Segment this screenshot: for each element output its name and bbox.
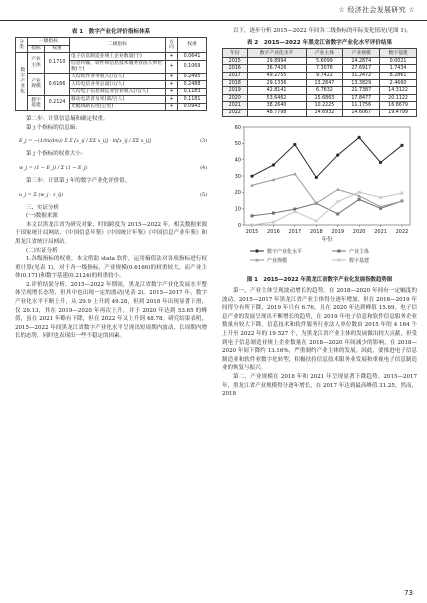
th-level1: 一级指标 [28, 38, 70, 46]
group-name: 数字基建 [28, 96, 45, 111]
formula-5 [19, 188, 207, 202]
data-point [358, 198, 361, 201]
th-indicator: 指标 [28, 45, 45, 53]
level2-weight: 0.1181 [178, 96, 207, 104]
value-cell: 49.2755 [247, 72, 306, 79]
series-line [252, 174, 402, 207]
journal-header [0, 0, 427, 21]
value-cell: 20.1122 [380, 94, 417, 101]
data-point [272, 212, 275, 215]
subsection-heading: (二)实证分析 [26, 247, 58, 254]
subsection-heading: (一)数据来源 [26, 213, 58, 220]
intro-paragraph: 以下，逐步分析 2015—2022 年间各二级指标的年际变化情况(见图 1)。 [233, 28, 412, 34]
value-cell: 14.6067 [343, 109, 380, 116]
weight-intro: 第 j 个指标的权重大小： [26, 151, 87, 158]
level2-name: 人均电子信息制造业营业收入(元/人) [70, 88, 166, 96]
line-chart [222, 121, 417, 273]
value-cell: 29.1336 [247, 80, 306, 87]
x-tick-label: 2021 [374, 228, 387, 235]
value-cell: 13.2847 [306, 80, 343, 87]
formula-4-number: (4) [200, 164, 207, 171]
x-tick-label: 2017 [288, 228, 302, 235]
y-tick-label: 30 [234, 173, 241, 180]
level2-name: 人均电信业务总量(元/人) [70, 81, 166, 89]
level2-name: 移动电话普及率(部/百人) [70, 96, 166, 104]
t2-header-cell: 年份 [223, 48, 248, 57]
group-weight: 0.6166 [45, 73, 70, 96]
t2-header-cell: 产业规模 [343, 48, 380, 57]
page-number: 73 [404, 589, 413, 597]
table-row [223, 109, 417, 116]
level2-dir: + [166, 103, 178, 111]
group-weight: 0.2124 [45, 96, 70, 111]
legend-label: 产业主体 [349, 248, 370, 255]
th-direction: 方向 [166, 38, 178, 53]
t2-header-cell: 数字产业化水平 [247, 48, 306, 57]
right-column [222, 27, 417, 399]
value-cell: 15.6863 [306, 94, 343, 101]
level2-name: 电子信息制造业规上企业数量(个) [70, 53, 166, 61]
value-cell: 13.3829 [343, 80, 380, 87]
x-tick-label: 2019 [331, 228, 345, 235]
indicator-table [15, 37, 207, 111]
year-cell: 2018 [223, 80, 248, 87]
x-tick-label: 2020 [352, 228, 366, 235]
formula-4-body: w_j = (1 − E_j) / Σ (1 − E_j) [19, 164, 88, 171]
level2-dir: + [166, 81, 178, 89]
value-cell: 29.8994 [247, 57, 306, 64]
value-cell: 10.2225 [306, 102, 343, 109]
value-cell: 9.7422 [306, 72, 343, 79]
table2-caption: 表 2 2015—2022 年黑龙江省数字产业化水平评价结果 [246, 39, 393, 46]
level2-name: 信息传输、软件和信息技术服务业法人单位数(个) [70, 60, 166, 73]
table-row [223, 94, 417, 101]
formula-5-number: (5) [200, 191, 207, 198]
data-point [315, 176, 318, 179]
table-row [223, 87, 417, 94]
value-cell: 5.6099 [306, 57, 343, 64]
level2-dir: + [166, 96, 178, 104]
level2-dir: + [166, 60, 178, 73]
results-paragraph: 2.评价结果分析。2015—2022 年期间，黑龙江省数字产业化发展水平整体呈现增长态势，但其中也出现一定的波动(见表 2)。2015—2017 年，数字产业化水平不断上升，从 29.9 上升到 49.28，但到 2018 年出现显著下滑，仅 29.13，其在 2019—2020 年再次上升，并于 2020 年达到 53.65 的峰值，虽在 2021 年略有下降，但在 2022 年又上升到 48.78。研究结果表明，2015—2022 年间黑龙江省数字产业化水平呈现出短周期内波动、长周期内增长的态势，同时也表现出一些不稳定的因素。 [15, 281, 207, 340]
value-cell: 8.2861 [380, 72, 417, 79]
th-category: 分类 [16, 38, 28, 53]
value-cell: 38.2640 [247, 102, 306, 109]
year-cell: 2022 [223, 109, 248, 116]
formula-5-body: u_j = Σ (w_j · z_ij) [19, 191, 64, 198]
th-weight: 权重 [178, 38, 207, 53]
data-point [336, 188, 340, 191]
section-heading: 三、实证分析 [26, 204, 60, 211]
year-cell: 2016 [223, 65, 248, 72]
th-group-weight: 权重 [45, 45, 70, 53]
level2-dir: + [166, 88, 178, 96]
value-cell: 24.2874 [343, 57, 380, 64]
x-tick-label: 2022 [395, 228, 409, 235]
data-point [336, 212, 339, 215]
value-cell: 48.7798 [247, 109, 306, 116]
data-point [272, 163, 275, 166]
data-point [250, 175, 253, 178]
year-cell: 2021 [223, 102, 248, 109]
data-point [336, 153, 339, 156]
level2-weight: 0.1069 [178, 60, 207, 73]
value-cell: 42.8141 [247, 87, 306, 94]
value-cell: 11.1756 [343, 102, 380, 109]
formula-4 [19, 161, 207, 175]
t2-header-cell: 产业主体 [306, 48, 343, 57]
x-tick-label: 2015 [245, 228, 259, 235]
step3-text: 第三步：计算第 j 年的数字产业化评价值。 [26, 177, 131, 184]
y-tick-label: 60 [234, 124, 241, 131]
level2-weight: 0.0943 [178, 103, 207, 111]
value-cell: 31.2472 [343, 72, 380, 79]
value-cell: 14.6932 [306, 109, 343, 116]
value-cell: 17.8477 [343, 94, 380, 101]
analysis-paragraph-2: 第二，产业规模在 2018 年和 2021 年呈现显著下降趋势。2015—2017 年，黑龙江省产业规模得分逐年增长，在 2017 年达到最高峰值 31.25。然而，2018 [222, 373, 417, 398]
y-tick-label: 50 [234, 141, 241, 148]
legend-marker [338, 249, 341, 252]
step2-text: 第二步：计算信息熵和确定权重。 [26, 116, 109, 123]
y-tick-label: 40 [234, 157, 241, 164]
legend-marker [255, 249, 258, 252]
value-cell: 14.3122 [380, 87, 417, 94]
data-point [400, 144, 403, 147]
value-cell: 2.4660 [380, 80, 417, 87]
y-tick-label: 20 [234, 190, 241, 197]
data-source-paragraph: 本文以黑龙江省为研究对象，时间跨度为 2015—2022 年，相关数据来源于国家统计局网站、《中国信息年鉴》《中国统计年鉴》《中国信息产业年鉴》和黑龙江省统计局网站。 [15, 221, 207, 245]
x-tick-label: 2016 [267, 228, 280, 235]
group-name: 产业主体 [28, 53, 45, 74]
value-cell: 53.6462 [247, 94, 306, 101]
level2-weight: 0.2488 [178, 81, 207, 89]
level2-weight: 0.1183 [178, 88, 207, 96]
x-tick-label: 2018 [309, 228, 323, 235]
th-level2: 二级指标 [70, 38, 166, 53]
left-column [15, 27, 207, 341]
y-tick-label: 0 [237, 222, 241, 229]
table-row [223, 65, 417, 72]
x-axis-label: 年份 [321, 236, 333, 243]
group-weight: 0.1710 [45, 53, 70, 74]
level2-weight: 0.2495 [178, 73, 207, 81]
weights-paragraph: 1.各级指标的权重。本文借助 stata 软件，运用熵值法对各项指标进行权重计算(见表 1)。对于各一级指标，产业规模(0.6166)的权重较大，而产业主体(0.171)和数字基建(0.2124)的权重较小。 [15, 256, 207, 280]
data-point [379, 161, 382, 164]
year-cell: 2017 [223, 72, 248, 79]
legend-label: 产业规模 [267, 257, 288, 264]
year-cell: 2015 [223, 57, 248, 64]
level2-dir: + [166, 53, 178, 61]
category-cell: 数字产业化 [16, 53, 28, 111]
year-cell: 2019 [223, 87, 248, 94]
y-tick-label: 10 [234, 206, 241, 213]
trend-figure [222, 121, 417, 273]
table-row [223, 102, 417, 109]
level2-name: 光缆线路长度(公里) [70, 103, 166, 111]
data-point [251, 214, 254, 217]
formula-3-number: (3) [200, 138, 207, 145]
value-cell: 21.7387 [343, 87, 380, 94]
value-cell: 6.7632 [306, 87, 343, 94]
legend-label: 数字产业化水平 [267, 248, 303, 255]
level2-name: 人均软件业务收入(元/人) [70, 73, 166, 81]
value-cell: 16.8679 [380, 102, 417, 109]
formula-3-body: E_j = −(1/ln(dm)) Σ Σ [x_ij / ΣΣ x_ij] · ln[x_ij / ΣΣ x_ij] [19, 138, 151, 145]
entropy-intro: 第 j 个指标的信息熵： [26, 124, 81, 131]
data-point [293, 172, 297, 175]
table-row [223, 72, 417, 79]
value-cell: 19.4799 [380, 109, 417, 116]
legend-label: 数字基建 [349, 257, 370, 264]
value-cell: 1.7434 [380, 65, 417, 72]
data-point [358, 136, 361, 139]
value-cell: 27.6917 [343, 65, 380, 72]
level2-dir: + [166, 73, 178, 81]
value-cell: 7.3076 [306, 65, 343, 72]
plot-frame [244, 127, 410, 225]
value-cell: 0.0021 [380, 57, 417, 64]
formula-3 [19, 134, 207, 148]
value-cell: 36.7426 [247, 65, 306, 72]
series-line [252, 137, 402, 177]
data-point [293, 143, 296, 146]
analysis-paragraph-1: 第一，产业主体呈现波动增长的趋势。在 2018—2020 年间有一定幅度的波动，2015—2017 年黑龙江省产业主体得分逐年增加，但在 2018—2019 年间得分有所下降，2019 年只有 6.76，且在 2020 年达到峰值 15.69。电子信息产业的发展呈现出不断增长的趋势，在 2019 年电子信息和软件信息服务企业数量有较大下降。信息技术和软件服务行业法人单位数由 2015 年的 4 164 个上升至 2022 年的 19 527 个，为黑龙江省产业主体的发展做出较大贡献，但受到电子信息制造业规上企业数量在 2018—2020 年间减少的影响，在 2018—2020 年间下降约 13.16%，严重制约产业主体的发展。因此，要推进电子信息制造业和软件业数字化转型，积极扶持信息技术服务业发展和重视电子信息制造业的恢复与振兴。 [222, 287, 417, 372]
group-name: 产业规模 [28, 73, 45, 96]
figure-caption: 图 1 2015—2022 年黑龙江省数字产业化发展指数趋势图 [246, 276, 393, 283]
table-row [223, 57, 417, 64]
header-text: ☆ 经济社会发展研究 ☆ [338, 6, 415, 14]
t2-header-cell: 数字基建 [380, 48, 417, 57]
table-row [223, 80, 417, 87]
year-cell: 2020 [223, 94, 248, 101]
results-table [222, 48, 417, 117]
table1-caption: 表 1 数字产业化评价指标体系 [71, 29, 151, 35]
level2-weight: 0.0641 [178, 53, 207, 61]
